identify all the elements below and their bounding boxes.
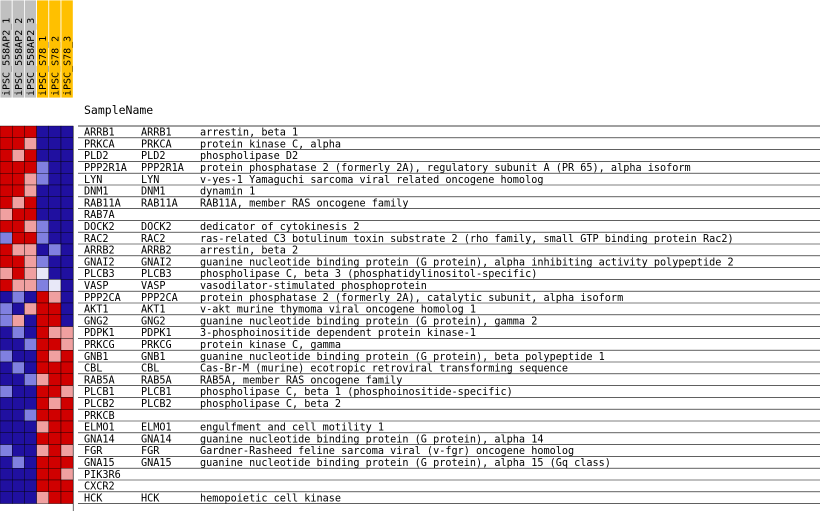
gene-description: ras-related C3 botulinum toxin substrate 2 (rho family, small GTP binding protein Rac2) xyxy=(200,233,734,245)
heatmap-cell xyxy=(12,138,24,150)
gene-probe: PPP2R1A xyxy=(141,163,184,174)
heatmap-cell xyxy=(49,161,61,173)
heatmap-cell xyxy=(24,468,36,480)
gene-symbol: GNAI2 xyxy=(84,257,115,269)
gene-probe: PLCB2 xyxy=(141,399,172,410)
heatmap-cell xyxy=(61,185,73,197)
heatmap-cell xyxy=(12,445,24,457)
heatmap-cell xyxy=(0,279,12,291)
gene-probe: PRKCG xyxy=(141,340,172,351)
gene-description: guanine nucleotide binding protein (G protein), gamma 2 xyxy=(200,316,538,328)
heatmap-cell xyxy=(12,232,24,244)
gene-symbol: HCK xyxy=(84,493,103,505)
heatmap-cell xyxy=(0,220,12,232)
heatmap-cell xyxy=(61,268,73,280)
gene-probe: PLCB3 xyxy=(141,269,172,281)
gene-symbol: PLCB2 xyxy=(84,399,115,410)
heatmap-cell xyxy=(61,279,73,291)
gene-description: phospholipase C, beta 1 (phosphoinositide-specific) xyxy=(200,387,513,399)
heatmap-cell xyxy=(0,173,12,185)
heatmap-cell xyxy=(37,397,49,409)
gene-probe: HCK xyxy=(141,493,160,505)
heatmap-cell xyxy=(0,445,12,457)
heatmap-cell xyxy=(0,480,12,492)
heatmap-cell xyxy=(24,421,36,433)
heatmap-cell xyxy=(12,197,24,209)
gene-description: 3-phosphoinositide dependent protein kinase-1 xyxy=(200,328,477,340)
heatmap-cell xyxy=(12,362,24,374)
gene-description: engulfment and cell motility 1 xyxy=(200,422,385,434)
heatmap-cell xyxy=(0,456,12,468)
gene-description: guanine nucleotide binding protein (G protein), alpha inhibiting activity polypeptide 2 xyxy=(200,257,734,269)
gene-symbol: RAC2 xyxy=(84,233,109,245)
sample-name-6: iPSC_S78_3 xyxy=(62,35,74,96)
heatmap-cell xyxy=(49,279,61,291)
sample-name-1: iPSC_558AP2_1 xyxy=(1,17,13,96)
heatmap-cell xyxy=(0,397,12,409)
heatmap-cell xyxy=(24,338,36,350)
sample-name-2: iPSC_558AP2_2 xyxy=(13,17,25,96)
heatmap-cell xyxy=(24,374,36,386)
heatmap-cell xyxy=(61,386,73,398)
heatmap-cell xyxy=(49,456,61,468)
heatmap-cell xyxy=(0,161,12,173)
sample-name-4: iPSC_S78_1 xyxy=(38,35,50,96)
heatmap-cell xyxy=(49,421,61,433)
heatmap-cell xyxy=(37,409,49,421)
heatmap-cell xyxy=(61,492,73,504)
gene-description: Cas-Br-M (murine) ecotropic retroviral transforming sequence xyxy=(200,363,569,375)
gene-description: phospholipase C, beta 3 (phosphatidylinositol-specific) xyxy=(200,269,538,281)
heatmap-cell xyxy=(61,445,73,457)
heatmap-cell xyxy=(12,492,24,504)
heatmap-cell xyxy=(24,303,36,315)
heatmap-cell xyxy=(0,433,12,445)
gene-symbol: GNB1 xyxy=(84,351,109,363)
heatmap-cell xyxy=(24,362,36,374)
gene-probe: CBL xyxy=(141,363,160,375)
heatmap-cell xyxy=(49,374,61,386)
gene-symbol: PRKCG xyxy=(84,340,115,351)
heatmap-cell xyxy=(49,362,61,374)
heatmap-cell xyxy=(24,173,36,185)
gene-symbol: PDPK1 xyxy=(84,328,115,340)
heatmap-cell xyxy=(37,150,49,162)
heatmap-cell xyxy=(37,374,49,386)
heatmap-cell xyxy=(37,197,49,209)
heatmap-cell xyxy=(37,456,49,468)
heatmap-cell xyxy=(49,480,61,492)
gene-symbol: GNA14 xyxy=(84,434,115,446)
heatmap-cell xyxy=(61,220,73,232)
gene-description: protein kinase C, alpha xyxy=(200,139,342,151)
heatmap-cell xyxy=(49,268,61,280)
gene-probe: AKT1 xyxy=(141,304,166,316)
gene-description: protein kinase C, gamma xyxy=(200,340,342,351)
heatmap-cell xyxy=(37,468,49,480)
heatmap-cell xyxy=(37,220,49,232)
gene-description: protein phosphatase 2 (formerly 2A), regulatory subunit A (PR 65), alpha isoform xyxy=(200,163,691,174)
heatmap-cell xyxy=(24,197,36,209)
heatmap-cell xyxy=(37,303,49,315)
heatmap-cell xyxy=(12,126,24,138)
column-header-samplename: SampleName xyxy=(84,103,154,117)
heatmap-cell xyxy=(0,256,12,268)
heatmap-cell xyxy=(12,150,24,162)
heatmap-cell xyxy=(61,256,73,268)
gene-symbol: ELMO1 xyxy=(84,422,115,434)
gene-probe: RAC2 xyxy=(141,233,166,245)
heatmap-cell xyxy=(37,362,49,374)
heatmap-cell xyxy=(24,445,36,457)
heatmap-cell xyxy=(49,397,61,409)
gene-probe: PDPK1 xyxy=(141,328,172,340)
heatmap-cell xyxy=(0,232,12,244)
heatmap-cell xyxy=(12,327,24,339)
gene-symbol: CBL xyxy=(84,363,103,375)
heatmap-cell xyxy=(37,480,49,492)
heatmap-cell xyxy=(61,303,73,315)
heatmap-cell xyxy=(24,244,36,256)
heatmap-cell xyxy=(61,409,73,421)
heatmap-cell xyxy=(61,456,73,468)
gene-probe: DNM1 xyxy=(141,186,166,198)
heatmap-cell xyxy=(12,220,24,232)
heatmap-cell xyxy=(12,268,24,280)
gene-description: arrestin, beta 1 xyxy=(200,127,299,139)
gene-symbol: GNG2 xyxy=(84,316,109,328)
heatmap-cell xyxy=(37,209,49,221)
gene-symbol: RAB7A xyxy=(84,210,115,222)
heatmap-cell xyxy=(0,291,12,303)
heatmap-cell xyxy=(49,220,61,232)
gene-probe: RAB5A xyxy=(141,375,172,387)
heatmap-cell xyxy=(24,315,36,327)
heatmap-cell xyxy=(0,197,12,209)
heatmap-cell xyxy=(0,350,12,362)
heatmap-cell xyxy=(24,433,36,445)
heatmap-cell xyxy=(37,327,49,339)
gene-probe: GNA14 xyxy=(141,434,172,446)
heatmap-cell xyxy=(0,468,12,480)
heatmap-cell xyxy=(12,291,24,303)
heatmap-cell xyxy=(37,338,49,350)
heatmap-cell xyxy=(49,433,61,445)
heatmap-cell xyxy=(49,256,61,268)
heatmap-cell xyxy=(12,279,24,291)
heatmap-cell xyxy=(0,268,12,280)
heatmap-cell xyxy=(0,409,12,421)
gene-symbol: AKT1 xyxy=(84,304,109,316)
gene-probe: FGR xyxy=(141,446,160,458)
heatmap-cell xyxy=(12,468,24,480)
heatmap-cell xyxy=(12,409,24,421)
heatmap-cell xyxy=(49,232,61,244)
heatmap-cell xyxy=(12,303,24,315)
gene-probe: PLCB1 xyxy=(141,387,172,399)
gene-probe: LYN xyxy=(141,174,160,186)
heatmap-cell xyxy=(24,386,36,398)
heatmap-cell xyxy=(61,421,73,433)
heatmap-cell xyxy=(0,303,12,315)
heatmap-cell xyxy=(49,350,61,362)
heatmap-cell xyxy=(61,338,73,350)
heatmap-cell xyxy=(0,126,12,138)
heatmap-cell xyxy=(24,456,36,468)
heatmap-cell xyxy=(61,291,73,303)
gene-symbol: PIK3R6 xyxy=(84,469,121,481)
gene-description: dedicator of cytokinesis 2 xyxy=(200,222,360,233)
heatmap-cell xyxy=(24,350,36,362)
gene-description: dynamin 1 xyxy=(200,186,256,198)
heatmap-cell xyxy=(37,445,49,457)
heatmap-cell xyxy=(37,138,49,150)
heatmap-cell xyxy=(24,161,36,173)
heatmap-cell xyxy=(61,480,73,492)
heatmap-cell xyxy=(49,409,61,421)
heatmap-cell xyxy=(61,374,73,386)
gene-description: guanine nucleotide binding protein (G protein), alpha 14 xyxy=(200,434,544,446)
gene-symbol: PLD2 xyxy=(84,151,109,163)
heatmap-cell xyxy=(24,480,36,492)
heatmap-cell xyxy=(12,350,24,362)
heatmap-cell xyxy=(49,138,61,150)
gene-description: phospholipase C, beta 2 xyxy=(200,399,342,410)
heatmap-cell xyxy=(37,350,49,362)
sample-name-3: iPSC_558AP2_3 xyxy=(26,17,37,96)
heatmap-cell xyxy=(0,244,12,256)
heatmap-cell xyxy=(37,126,49,138)
sample-name-5: iPSC_S78_2 xyxy=(50,35,62,96)
heatmap-cell xyxy=(24,185,36,197)
heatmap-cell xyxy=(12,456,24,468)
heatmap-cell xyxy=(61,150,73,162)
heatmap-cell xyxy=(37,244,49,256)
heatmap-cell xyxy=(49,126,61,138)
gene-description: v-yes-1 Yamaguchi sarcoma viral related oncogene homolog xyxy=(200,174,544,186)
heatmap-cell xyxy=(12,173,24,185)
heatmap-cell xyxy=(37,268,49,280)
gene-description: guanine nucleotide binding protein (G protein), beta polypeptide 1 xyxy=(200,351,605,363)
gene-probe: PRKCA xyxy=(141,139,172,151)
gene-description: Gardner-Rasheed feline sarcoma viral (v-fgr) oncogene homolog xyxy=(200,446,575,458)
gene-probe: ARRB1 xyxy=(141,127,172,139)
gene-probe: GNAI2 xyxy=(141,257,172,269)
heatmap-cell xyxy=(12,397,24,409)
gene-symbol: ARRB2 xyxy=(84,245,115,257)
heatmap-cell xyxy=(49,327,61,339)
heatmap-cell xyxy=(49,315,61,327)
heatmap-cell xyxy=(12,386,24,398)
gene-probe: VASP xyxy=(141,281,166,292)
gene-description: RAB5A, member RAS oncogene family xyxy=(200,375,403,387)
gene-description: hemopoietic cell kinase xyxy=(200,493,342,505)
gene-description: phospholipase D2 xyxy=(200,151,299,163)
heatmap-cell xyxy=(37,492,49,504)
gene-symbol: FGR xyxy=(84,446,103,458)
heatmap-cell xyxy=(24,397,36,409)
gene-probe: RAB11A xyxy=(141,198,178,210)
gene-symbol: PPP2CA xyxy=(84,292,121,304)
gene-symbol: PLCB1 xyxy=(84,387,115,399)
gene-probe: DOCK2 xyxy=(141,222,172,233)
heatmap-cell xyxy=(37,232,49,244)
gene-symbol: VASP xyxy=(84,281,109,292)
heatmap-cell xyxy=(0,386,12,398)
heatmap-cell xyxy=(12,209,24,221)
heatmap-cell xyxy=(49,197,61,209)
gene-symbol: ARRB1 xyxy=(84,127,115,139)
heatmap-cell xyxy=(61,350,73,362)
heatmap-cell xyxy=(12,338,24,350)
heatmap-cell xyxy=(0,185,12,197)
heatmap-cell xyxy=(24,291,36,303)
heatmap-cell xyxy=(49,291,61,303)
gene-description: vasodilator-stimulated phosphoprotein xyxy=(200,281,427,292)
heatmap-cell xyxy=(0,327,12,339)
heatmap-cell xyxy=(0,209,12,221)
heatmap-cell xyxy=(37,315,49,327)
heatmap-cell xyxy=(37,279,49,291)
heatmap-cell xyxy=(37,161,49,173)
heatmap-cell xyxy=(12,421,24,433)
gene-probe: ELMO1 xyxy=(141,422,172,434)
heatmap-cell xyxy=(49,185,61,197)
heatmap-cell xyxy=(61,433,73,445)
gene-probe: GNA15 xyxy=(141,458,172,469)
heatmap-cell xyxy=(61,327,73,339)
gene-probe: PPP2CA xyxy=(141,292,178,304)
gene-probe: GNG2 xyxy=(141,316,166,328)
gene-symbol: DNM1 xyxy=(84,186,109,198)
heatmap-cell xyxy=(49,244,61,256)
heatmap-cell xyxy=(12,315,24,327)
heatmap-cell xyxy=(0,421,12,433)
heatmap-cell xyxy=(24,126,36,138)
gene-description: v-akt murine thymoma viral oncogene homolog 1 xyxy=(200,304,477,316)
gene-probe: ARRB2 xyxy=(141,245,172,257)
heatmap-cell xyxy=(12,374,24,386)
heatmap-cell xyxy=(49,386,61,398)
heatmap-cell xyxy=(12,161,24,173)
heatmap-cell xyxy=(61,209,73,221)
heatmap-cell xyxy=(24,232,36,244)
heatmap-cell xyxy=(61,161,73,173)
heatmap-cell xyxy=(49,150,61,162)
heatmap-cell xyxy=(49,209,61,221)
heatmap-cell xyxy=(37,433,49,445)
heatmap-cell xyxy=(12,433,24,445)
gene-description: guanine nucleotide binding protein (G protein), alpha 15 (Gq class) xyxy=(200,458,611,469)
heatmap-cell xyxy=(37,291,49,303)
heatmap-cell xyxy=(37,185,49,197)
heatmap-cell xyxy=(0,338,12,350)
heatmap-cell xyxy=(24,279,36,291)
heatmap-cell xyxy=(37,421,49,433)
heatmap-cell xyxy=(0,150,12,162)
gene-description: protein phosphatase 2 (formerly 2A), catalytic subunit, alpha isoform xyxy=(200,292,624,304)
gene-symbol: PRKCA xyxy=(84,139,115,151)
heatmap-cell xyxy=(49,303,61,315)
heatmap-cell xyxy=(0,138,12,150)
gene-description: RAB11A, member RAS oncogene family xyxy=(200,198,409,210)
gene-symbol: GNA15 xyxy=(84,458,115,469)
heatmap-cell xyxy=(24,220,36,232)
heatmap-cell xyxy=(49,338,61,350)
heatmap-cell xyxy=(37,256,49,268)
heatmap-cell xyxy=(0,492,12,504)
heatmap-cell xyxy=(49,173,61,185)
heatmap-cell xyxy=(61,244,73,256)
heatmap-cell xyxy=(12,480,24,492)
heatmap-cell xyxy=(24,327,36,339)
gene-symbol: LYN xyxy=(84,174,103,186)
heatmap-cell xyxy=(12,185,24,197)
gene-labels xyxy=(84,128,734,505)
heatmap-cell xyxy=(0,374,12,386)
gene-symbol: PRKCB xyxy=(84,410,115,422)
heatmap-cell xyxy=(24,150,36,162)
heatmap-cell xyxy=(61,397,73,409)
gene-symbol: PPP2R1A xyxy=(84,163,127,174)
gene-symbol: RAB5A xyxy=(84,375,115,387)
gene-symbol: PLCB3 xyxy=(84,269,115,281)
gene-description: arrestin, beta 2 xyxy=(200,245,299,257)
heatmap-cells xyxy=(0,126,73,504)
heatmap-cell xyxy=(49,492,61,504)
heatmap-cell xyxy=(61,232,73,244)
heatmap-cell xyxy=(24,138,36,150)
heatmap-cell xyxy=(24,209,36,221)
heatmap-cell xyxy=(24,409,36,421)
gene-probe: GNB1 xyxy=(141,351,166,363)
gene-symbol: CXCR2 xyxy=(84,481,115,493)
heatmap-cell xyxy=(0,362,12,374)
gene-symbol: RAB11A xyxy=(84,198,121,210)
heatmap-cell xyxy=(37,173,49,185)
heatmap-cell xyxy=(12,256,24,268)
sample-column-headers xyxy=(0,0,74,98)
heatmap-cell xyxy=(61,468,73,480)
heatmap-cell xyxy=(61,173,73,185)
heatmap-cell xyxy=(24,256,36,268)
heatmap-cell xyxy=(49,468,61,480)
gene-probe: PLD2 xyxy=(141,151,166,163)
heatmap-cell xyxy=(0,315,12,327)
heatmap-cell xyxy=(24,492,36,504)
heatmap-cell xyxy=(12,244,24,256)
gene-symbol: DOCK2 xyxy=(84,222,115,233)
heatmap-cell xyxy=(61,197,73,209)
heatmap-cell xyxy=(61,126,73,138)
heatmap-cell xyxy=(61,138,73,150)
heatmap-cell xyxy=(61,362,73,374)
heatmap-cell xyxy=(61,315,73,327)
heatmap-cell xyxy=(37,386,49,398)
heatmap-cell xyxy=(24,268,36,280)
heatmap-cell xyxy=(49,445,61,457)
